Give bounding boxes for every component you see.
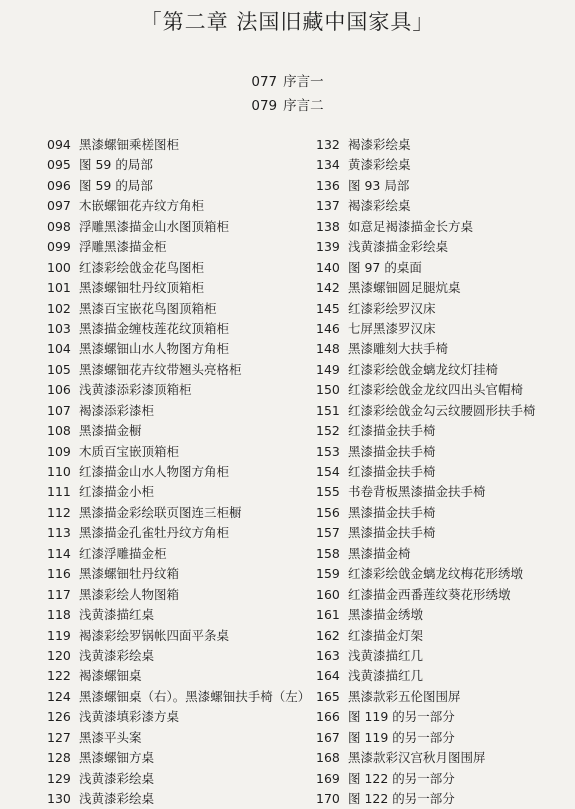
- entry-title: 黑漆彩绘人物图箱: [79, 586, 180, 602]
- entry-title: 黑漆描金彩绘联页图连三柜橱: [79, 504, 242, 520]
- entry-title: 褐漆螺钿桌: [79, 668, 142, 684]
- preface-page-number: 077: [251, 74, 278, 90]
- catalog-entry: [47, 401, 302, 421]
- catalog-entry: [316, 728, 566, 748]
- catalog-entry: [47, 666, 302, 686]
- entry-page-number: 096: [47, 177, 71, 193]
- entry-page-number: 130: [47, 791, 71, 806]
- entry-title: 浅黄漆添彩漆顶箱柜: [79, 382, 192, 398]
- entry-title: 黑漆描金橱: [79, 423, 142, 439]
- entry-title: 红漆浮雕描金柜: [79, 545, 167, 561]
- catalog-entry: [47, 503, 302, 523]
- entry-title: 黑漆雕刻大扶手椅: [348, 341, 449, 357]
- entry-page-number: 122: [47, 668, 71, 684]
- catalog-entry: [316, 666, 566, 686]
- entry-page-number: 153: [316, 443, 340, 459]
- entry-title: 红漆描金扶手椅: [348, 423, 436, 439]
- catalog-entry: [316, 196, 566, 216]
- catalog-entry: [47, 360, 302, 380]
- catalog-entry: [47, 482, 302, 502]
- entry-page-number: 097: [47, 198, 71, 214]
- entry-page-number: 105: [47, 361, 71, 377]
- entry-title: 浅黄漆彩绘桌: [79, 770, 155, 786]
- entry-page-number: 095: [47, 157, 71, 173]
- entry-page-number: 154: [316, 464, 340, 479]
- entry-page-number: 168: [316, 750, 340, 766]
- entry-title: 浮雕黑漆描金山水图顶箱柜: [79, 218, 230, 234]
- entry-title: 褐漆彩绘桌: [348, 137, 411, 152]
- entry-page-number: 142: [316, 280, 340, 296]
- entry-page-number: 140: [316, 259, 340, 275]
- catalog-entry: [47, 748, 302, 768]
- catalog-entry: [47, 421, 302, 441]
- entry-page-number: 162: [316, 627, 340, 643]
- entry-title: 图 59 的局部: [79, 177, 153, 193]
- entry-page-number: 148: [316, 341, 340, 357]
- entry-page-number: 132: [316, 137, 340, 152]
- entry-title: 图 59 的局部: [79, 157, 153, 173]
- entry-title: 褐漆彩绘桌: [348, 198, 411, 214]
- entry-title: 图 122 的另一部分: [348, 791, 455, 806]
- entry-page-number: 167: [316, 729, 340, 745]
- entry-title: 黑漆描金缠枝莲花纹顶箱柜: [79, 320, 230, 336]
- entry-page-number: 151: [316, 402, 340, 418]
- catalog-entry: [316, 401, 566, 421]
- right-entry-column: [316, 135, 566, 809]
- entry-title: 红漆描金扶手椅: [348, 464, 436, 479]
- entry-title: 红漆描金灯架: [348, 627, 424, 643]
- entry-page-number: 124: [47, 688, 71, 704]
- catalog-entry: [47, 442, 302, 462]
- entry-title: 黑漆描金椅: [348, 545, 411, 561]
- entry-page-number: 146: [316, 320, 340, 336]
- entry-title: 黑漆螺钿圆足腿炕桌: [348, 280, 461, 296]
- entry-title: 黑漆螺钿乘槎图柜: [79, 137, 180, 152]
- preface-entry: [0, 94, 575, 118]
- preface-entry: [0, 70, 575, 94]
- entry-title: 书卷背板黑漆描金扶手椅: [348, 484, 486, 500]
- entry-title: 黑漆描金绣墩: [348, 607, 424, 623]
- entry-page-number: 113: [47, 525, 71, 541]
- catalog-entry: [316, 155, 566, 175]
- catalog-entry: [316, 135, 566, 155]
- entry-title: 红漆彩绘戗金勾云纹腰圆形扶手椅: [348, 402, 536, 418]
- catalog-entry: [316, 605, 566, 625]
- entry-page-number: 094: [47, 137, 71, 152]
- catalog-entry: [47, 769, 302, 789]
- catalog-entry: [316, 523, 566, 543]
- entry-title: 浅黄漆填彩漆方桌: [79, 709, 180, 725]
- entry-page-number: 103: [47, 320, 71, 336]
- catalog-entry: [316, 442, 566, 462]
- catalog-entry: [47, 217, 302, 237]
- entry-page-number: 137: [316, 198, 340, 214]
- entry-page-number: 116: [47, 566, 71, 582]
- entry-page-number: 102: [47, 300, 71, 316]
- catalog-entry: [316, 380, 566, 400]
- catalog-entry: [316, 585, 566, 605]
- entry-page-number: 118: [47, 607, 71, 623]
- entry-title: 红漆彩绘戗金龙纹四出头官帽椅: [348, 382, 524, 398]
- entry-page-number: 138: [316, 218, 340, 234]
- catalog-entry: [316, 687, 566, 707]
- entry-page-number: 136: [316, 177, 340, 193]
- entry-title: 黑漆螺钿桌（右）。黑漆螺钿扶手椅（左）: [79, 688, 311, 704]
- catalog-entry: [47, 278, 302, 298]
- entry-page-number: 107: [47, 402, 71, 418]
- entry-page-number: 160: [316, 586, 340, 602]
- entry-title: 红漆描金山水人物图方角柜: [79, 464, 230, 479]
- preface-page-number: 079: [251, 98, 278, 114]
- catalog-entry: [316, 237, 566, 257]
- entry-title: 浅黄漆描红几: [348, 668, 424, 684]
- entry-page-number: 104: [47, 341, 71, 357]
- entry-page-number: 158: [316, 545, 340, 561]
- entry-title: 黑漆螺钿牡丹纹顶箱柜: [79, 280, 205, 296]
- catalog-entry: [47, 299, 302, 319]
- catalog-entry: [47, 339, 302, 359]
- entry-title: 七屏黑漆罗汉床: [348, 320, 436, 336]
- entry-page-number: 129: [47, 770, 71, 786]
- catalog-entry: [316, 707, 566, 727]
- entry-page-number: 166: [316, 709, 340, 725]
- entry-title: 黑漆款彩汉宫秋月图围屏: [348, 750, 486, 766]
- entry-title: 图 119 的另一部分: [348, 729, 455, 745]
- entry-title: 木嵌螺钿花卉纹方角柜: [79, 198, 205, 214]
- catalog-entry: [316, 319, 566, 339]
- catalog-entry: [47, 462, 302, 482]
- catalog-entry: [316, 360, 566, 380]
- entry-title: 黑漆平头案: [79, 729, 142, 745]
- entry-page-number: 170: [316, 791, 340, 806]
- entry-page-number: 150: [316, 382, 340, 398]
- entry-title: 红漆彩绘戗金螭龙纹梅花形绣墩: [348, 566, 524, 582]
- entry-title: 黑漆款彩五伦图围屏: [348, 688, 461, 704]
- entry-page-number: 126: [47, 709, 71, 725]
- entry-page-number: 117: [47, 586, 71, 602]
- catalog-entry: [47, 687, 311, 707]
- entry-title: 图 119 的另一部分: [348, 709, 455, 725]
- entry-title: 褐漆彩绘罗锅帐四面平条桌: [79, 627, 230, 643]
- entry-title: 木质百宝嵌顶箱柜: [79, 443, 180, 459]
- catalog-entry: [316, 339, 566, 359]
- entry-page-number: 110: [47, 464, 71, 479]
- catalog-entry: [316, 564, 566, 584]
- entry-page-number: 165: [316, 688, 340, 704]
- entry-page-number: 108: [47, 423, 71, 439]
- entry-title: 黑漆描金扶手椅: [348, 504, 436, 520]
- entry-page-number: 101: [47, 280, 71, 296]
- entry-title: 黑漆螺钿花卉纹带翘头亮格柜: [79, 361, 242, 377]
- entry-page-number: 119: [47, 627, 71, 643]
- catalog-entry: [47, 564, 302, 584]
- left-entry-column: [47, 135, 311, 809]
- catalog-entry: [47, 707, 302, 727]
- entry-page-number: 159: [316, 566, 340, 582]
- entry-title: 黑漆螺钿牡丹纹箱: [79, 566, 180, 582]
- preface-list: [0, 70, 575, 118]
- entry-title: 红漆彩绘罗汉床: [348, 300, 436, 316]
- entry-title: 褐漆添彩漆柜: [79, 402, 155, 418]
- preface-title: 序言二: [283, 98, 324, 114]
- catalog-entry: [316, 503, 566, 523]
- entry-page-number: 152: [316, 423, 340, 439]
- entry-title: 黑漆描金扶手椅: [348, 443, 436, 459]
- entry-page-number: 164: [316, 668, 340, 684]
- catalog-entry: [47, 196, 302, 216]
- entry-title: 黑漆描金孔雀牡丹纹方角柜: [79, 525, 230, 541]
- entry-title: 浅黄漆彩绘桌: [79, 647, 155, 663]
- catalog-entry: [316, 789, 566, 809]
- catalog-entry: [316, 258, 566, 278]
- catalog-entry: [47, 646, 302, 666]
- entry-title: 浅黄漆描金彩绘桌: [348, 239, 449, 255]
- entry-title: 黑漆描金扶手椅: [348, 525, 436, 541]
- catalog-entry: [316, 176, 566, 196]
- entry-title: 浅黄漆描红桌: [79, 607, 155, 623]
- entry-title: 图 93 局部: [348, 177, 410, 193]
- entry-page-number: 149: [316, 361, 340, 377]
- entry-page-number: 098: [47, 218, 71, 234]
- entry-page-number: 099: [47, 239, 71, 255]
- chapter-title: 「第二章 法国旧藏中国家具」: [140, 10, 435, 34]
- catalog-entry: [316, 462, 566, 482]
- entry-page-number: 127: [47, 729, 71, 745]
- entry-title: 黑漆百宝嵌花鸟图顶箱柜: [79, 300, 217, 316]
- entry-title: 红漆描金小柜: [79, 484, 155, 500]
- entry-title: 图 122 的另一部分: [348, 770, 455, 786]
- catalog-entry: [316, 217, 566, 237]
- entry-title: 浅黄漆描红几: [348, 647, 424, 663]
- entry-page-number: 128: [47, 750, 71, 766]
- entry-page-number: 111: [47, 484, 71, 500]
- entry-page-number: 106: [47, 382, 71, 398]
- entry-title: 黄漆彩绘桌: [348, 157, 411, 173]
- catalog-entry: [316, 769, 566, 789]
- entry-page-number: 112: [47, 504, 71, 520]
- entry-page-number: 134: [316, 157, 340, 173]
- entry-page-number: 109: [47, 443, 71, 459]
- catalog-entry: [316, 482, 566, 502]
- catalog-entry: [47, 585, 302, 605]
- entry-title: 如意足褐漆描金长方桌: [348, 218, 474, 234]
- catalog-entry: [47, 380, 302, 400]
- entry-title: 红漆描金西番莲纹葵花形绣墩: [348, 586, 511, 602]
- entry-title: 浅黄漆彩绘桌: [79, 791, 155, 806]
- catalog-entry: [47, 544, 302, 564]
- entry-page-number: 114: [47, 545, 71, 561]
- catalog-entry: [47, 319, 302, 339]
- entry-page-number: 145: [316, 300, 340, 316]
- entry-page-number: 139: [316, 239, 340, 255]
- entry-title: 黑漆螺钿山水人物图方角柜: [79, 341, 230, 357]
- entry-title: 红漆彩绘戗金花鸟图柜: [79, 259, 205, 275]
- catalog-entry: [316, 421, 566, 441]
- entry-page-number: 163: [316, 647, 340, 663]
- catalog-entry: [47, 728, 302, 748]
- catalog-entry: [47, 135, 302, 155]
- catalog-entry: [47, 789, 302, 809]
- catalog-entry: [316, 748, 566, 768]
- catalog-entry: [47, 237, 302, 257]
- catalog-entry: [316, 278, 566, 298]
- entry-page-number: 169: [316, 770, 340, 786]
- catalog-entry: [316, 299, 566, 319]
- entry-title: 图 97 的桌面: [348, 259, 422, 275]
- entry-title: 浮雕黑漆描金柜: [79, 239, 167, 255]
- entry-page-number: 161: [316, 607, 340, 623]
- catalog-entry: [47, 176, 302, 196]
- entry-title: 红漆彩绘戗金螭龙纹灯挂椅: [348, 361, 499, 377]
- entry-page-number: 157: [316, 525, 340, 541]
- catalog-entry: [47, 605, 302, 625]
- catalog-entry: [47, 523, 302, 543]
- catalog-entry: [47, 626, 302, 646]
- entry-page-number: 100: [47, 259, 71, 275]
- preface-title: 序言一: [283, 74, 324, 90]
- entry-page-number: 120: [47, 647, 71, 663]
- catalog-entry: [47, 258, 302, 278]
- entry-title: 黑漆螺钿方桌: [79, 750, 155, 766]
- entry-page-number: 155: [316, 484, 340, 500]
- catalog-entry: [316, 646, 566, 666]
- entry-page-number: 156: [316, 504, 340, 520]
- catalog-entry: [316, 544, 566, 564]
- catalog-entry: [316, 626, 566, 646]
- catalog-entry: [47, 155, 302, 175]
